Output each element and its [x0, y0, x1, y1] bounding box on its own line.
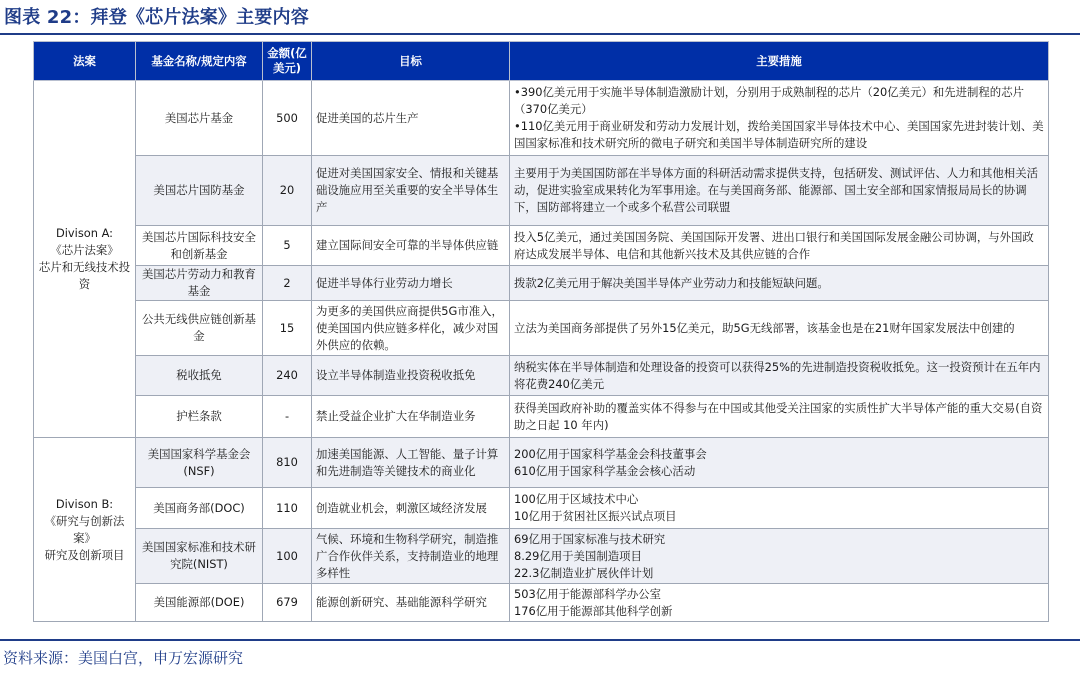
header-act: 法案 [34, 42, 136, 81]
table-row [34, 488, 1049, 529]
fund-name: 美国能源部(DOE) [136, 584, 263, 622]
fund-amount: 240 [263, 356, 312, 396]
fund-measures: 投入5亿美元，通过美国国务院、美国国际开发署、进出口银行和美国国际发展金融公司协调，与外国政府达成发展半导体、电信和其他新兴技术及其供应链的合作 [510, 226, 1049, 266]
fund-amount: 110 [263, 488, 312, 529]
fund-measures: 503亿用于能源部科学办公室 176亿用于能源部其他科学创新 [510, 584, 1049, 622]
fund-goal: 设立半导体制造业投资税收抵免 [312, 356, 510, 396]
title-divider [0, 33, 1080, 35]
table-row [34, 156, 1049, 226]
figure-title: 图表 22：拜登《芯片法案》主要内容 [4, 7, 309, 28]
fund-goal: 为更多的美国供应商提供5G市准入，使美国国内供应链多样化，减少对国外供应的依赖。 [312, 301, 510, 356]
fund-measures: 主要用于为美国国防部在半导体方面的科研活动需求提供支持，包括研发、测试评估、人力和其他相关活动，促进实验室成果转化为军事用途。在与美国商务部、能源部、国土安全部和国家情报局局长的协调下，国防部将建立一个或多个私营公司联盟 [510, 156, 1049, 226]
fund-goal: 加速美国能源、人工智能、量子计算和先进制造等关键技术的商业化 [312, 438, 510, 488]
footer-divider [0, 639, 1080, 641]
fund-goal: 创造就业机会，刺激区域经济发展 [312, 488, 510, 529]
fund-measures: 100亿用于区域技术中心 10亿用于贫困社区振兴试点项目 [510, 488, 1049, 529]
fund-goal: 促进美国的芯片生产 [312, 81, 510, 156]
header-amount: 金额(亿美元) [263, 42, 312, 81]
division-b-label: Divison B: 《研究与创新法案》 研究及创新项目 [34, 438, 136, 622]
fund-amount: 500 [263, 81, 312, 156]
fund-amount: 679 [263, 584, 312, 622]
fund-name: 美国芯片基金 [136, 81, 263, 156]
table-row [34, 266, 1049, 301]
table-row [34, 356, 1049, 396]
fund-goal: 禁止受益企业扩大在华制造业务 [312, 396, 510, 438]
fund-name: 美国芯片国际科技安全和创新基金 [136, 226, 263, 266]
fund-measures: 纳税实体在半导体制造和处理设备的投资可以获得25%的先进制造投资税收抵免。这一投资预计在五年内将花费240亿美元 [510, 356, 1049, 396]
table-row [34, 396, 1049, 438]
chips-act-table [33, 41, 1049, 622]
table-row [34, 81, 1049, 156]
table-row [34, 529, 1049, 584]
fund-goal: 促进对美国国家安全、情报和关键基础设施应用至关重要的安全半导体生产 [312, 156, 510, 226]
table-row [34, 438, 1049, 488]
source-note: 资料来源：美国白宫，申万宏源研究 [3, 649, 244, 667]
fund-goal: 能源创新研究、基础能源科学研究 [312, 584, 510, 622]
fund-measures: 200亿用于国家科学基金会科技董事会 610亿用于国家科学基金会核心活动 [510, 438, 1049, 488]
fund-name: 护栏条款 [136, 396, 263, 438]
fund-amount: 100 [263, 529, 312, 584]
header-goal: 目标 [312, 42, 510, 81]
fund-goal: 促进半导体行业劳动力增长 [312, 266, 510, 301]
fund-amount: 2 [263, 266, 312, 301]
fund-name: 美国国家标准和技术研究院(NIST) [136, 529, 263, 584]
fund-name: 美国国家科学基金会(NSF) [136, 438, 263, 488]
fund-name: 税收抵免 [136, 356, 263, 396]
header-row [34, 42, 1049, 81]
fund-name: 美国商务部(DOC) [136, 488, 263, 529]
table-row [34, 226, 1049, 266]
header-fund: 基金名称/规定内容 [136, 42, 263, 81]
fund-measures: 立法为美国商务部提供了另外15亿美元，助5G无线部署，该基金也是在21财年国家发展法中创建的 [510, 301, 1049, 356]
division-a-label: Divison A: 《芯片法案》 芯片和无线技术投资 [34, 81, 136, 438]
fund-measures: •390亿美元用于实施半导体制造激励计划，分别用于成熟制程的芯片（20亿美元）和先进制程的芯片（370亿美元） •110亿美元用于商业研发和劳动力发展计划，拨给美国国家半导体技术中心、美国国家先进封装计划、美国国家标准和技术研究所的微电子研究和美国半导体制造研究所的建设 [510, 81, 1049, 156]
fund-measures: 获得美国政府补助的覆盖实体不得参与在中国或其他受关注国家的实质性扩大半导体产能的重大交易(自资助之日起 10 年内) [510, 396, 1049, 438]
fund-goal: 气候、环境和生物科学研究，制造推广合作伙伴关系，支持制造业的地理多样性 [312, 529, 510, 584]
fund-name: 美国芯片国防基金 [136, 156, 263, 226]
fund-amount: 5 [263, 226, 312, 266]
fund-measures: 拨款2亿美元用于解决美国半导体产业劳动力和技能短缺问题。 [510, 266, 1049, 301]
fund-name: 公共无线供应链创新基金 [136, 301, 263, 356]
table-row [34, 584, 1049, 622]
fund-amount: - [263, 396, 312, 438]
fund-amount: 20 [263, 156, 312, 226]
fund-measures: 69亿用于国家标准与技术研究 8.29亿用于美国制造项目 22.3亿制造业扩展伙伴计划 [510, 529, 1049, 584]
header-measures: 主要措施 [510, 42, 1049, 81]
fund-amount: 15 [263, 301, 312, 356]
fund-goal: 建立国际间安全可靠的半导体供应链 [312, 226, 510, 266]
table-row [34, 301, 1049, 356]
fund-amount: 810 [263, 438, 312, 488]
fund-name: 美国芯片劳动力和教育基金 [136, 266, 263, 301]
